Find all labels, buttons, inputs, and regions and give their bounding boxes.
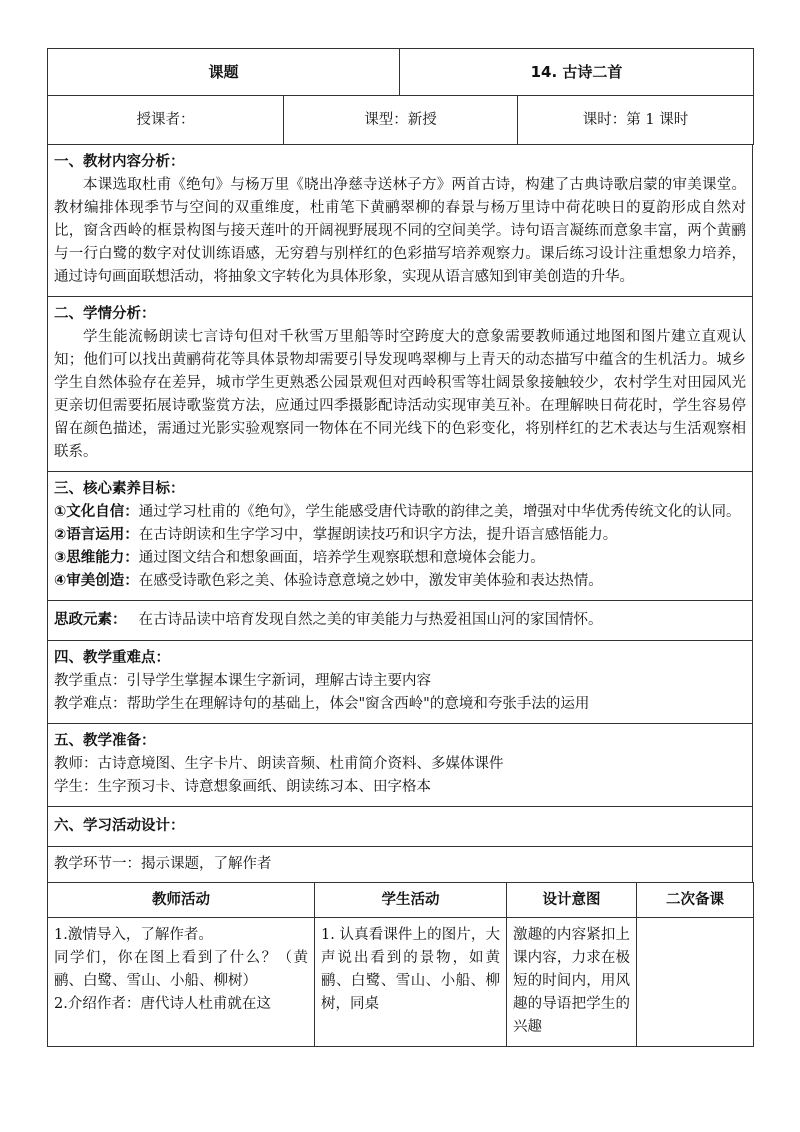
goal-lead: ②语言运用：	[54, 527, 139, 543]
section-title: 一、教材内容分析：	[54, 154, 185, 170]
teacher-activity-cell	[48, 918, 315, 1047]
topic-label: 课题	[48, 49, 400, 96]
design-intent-cell: 激趣的内容紧扣上课内容，力求在极短的时间内，用风趣的导语把学生的兴趣	[507, 918, 637, 1047]
lesson-hours-cell: 课时：第 1 课时	[518, 96, 754, 145]
section-title: 三、核心素养目标：	[54, 481, 185, 497]
goal-text: 在感受诗歌色彩之美、体验诗意意境之妙中，激发审美体验和表达热情。	[138, 573, 603, 589]
goal-lead: ④审美创造：	[54, 573, 139, 589]
learner-analysis-row	[48, 297, 753, 472]
goals-cell	[48, 472, 753, 601]
col-header-teacher: 教师活动	[48, 883, 315, 918]
student-prep-text: 学生：生字预习卡、诗意想象画纸、朗读练习本、田字格本	[54, 779, 431, 795]
lesson-plan-table	[47, 48, 754, 96]
teacher-activity-line: 2.介绍作者：唐代诗人杜甫就在这	[54, 996, 271, 1012]
section-title: 五、教学准备：	[54, 733, 156, 749]
ideology-cell	[48, 601, 753, 641]
lesson-plan	[47, 48, 753, 1047]
preparation-row	[48, 724, 753, 807]
learner-analysis-cell	[48, 297, 753, 472]
goal-text: 在古诗朗读和生字学习中，掌握朗读技巧和识字方法，提升语言感悟能力。	[138, 527, 618, 543]
goal-item	[54, 501, 746, 524]
learner-analysis-text: 学生能流畅朗读七言诗句但对千秋雪万里船等时空跨度大的意象需要教师通过地图和图片建立直观认知；他们可以找出黄鹂荷花等具体景物却需要引导发现鸣翠柳与上青天的动态描写中蕴含的生机活力。城乡学生自然体验存在差异，城市学生更熟悉公园景观但对西岭积雪等壮阔景象接触较少，农村学生对田园风光更亲切但需要拓展诗歌鉴赏方法，应通过四季摄影配诗活动实现审美互补。在理解映日荷花时，学生容易停留在颜色描述，需通过光影实验观察同一物体在不同光线下的色彩变化，将别样红的艺术表达与生活观察相联系。	[54, 329, 746, 460]
col-header-intent: 设计意图	[507, 883, 637, 918]
preparation-cell	[48, 724, 753, 807]
key-points-row	[48, 641, 753, 724]
activity-header-row	[48, 883, 754, 918]
sections-table	[47, 144, 753, 883]
stage-label: 教学环节一：揭示课题，了解作者	[54, 856, 272, 872]
goal-text: 通过图文结合和想象画面，培养学生观察联想和意境体会能力。	[138, 550, 545, 566]
goal-text: 通过学习杜甫的《绝句》，学生能感受唐代诗歌的韵律之美，增强对中华优秀传统文化的认同。	[138, 504, 741, 520]
goal-lead: ①文化自信：	[54, 504, 139, 520]
meta-table	[47, 95, 754, 145]
col-header-second: 二次备课	[637, 883, 754, 918]
content-analysis-text: 本课选取杜甫《绝句》与杨万里《晓出净慈寺送林子方》两首古诗，构建了古典诗歌启蒙的审美课堂。教材编排体现季节与空间的双重维度，杜甫笔下黄鹂翠柳的春景与杨万里诗中荷花映日的夏韵形成自然对比，窗含西岭的框景构图与接天莲叶的开阔视野展现不同的空间美学。诗句语言凝练而意象丰富，两个黄鹂与一行白鹭的数字对仗训练语感，无穷碧与别样红的色彩描写培养观察力。课后练习设计注重想象力培养，通过诗句画面联想活动，将抽象文字转化为具体形象，实现从语言感知到审美创造的升华。	[54, 177, 746, 285]
section-title: 六、学习活动设计：	[54, 818, 185, 834]
meta-row	[48, 96, 754, 145]
content-analysis-row	[48, 145, 753, 297]
activity-body-row	[48, 918, 754, 1047]
teacher-activity-line: 1.激情导入，了解作者。	[54, 927, 213, 943]
title-row	[48, 49, 754, 96]
ideology-lead: 思政元素：	[54, 612, 127, 628]
section-title: 二、学情分析：	[54, 306, 156, 322]
activity-design-row	[48, 807, 753, 847]
lesson-type-cell: 课型：新授	[284, 96, 518, 145]
topic-value: 14. 古诗二首	[400, 49, 754, 96]
activity-table	[47, 882, 754, 1047]
second-prep-cell	[637, 918, 754, 1047]
stage-row	[48, 847, 753, 883]
student-activity-cell: 1. 认真看课件上的图片，大声说出看到的景物，如黄鹂、白鹭、雪山、小船、柳树，同桌	[315, 918, 507, 1047]
difficult-point-text: 教学难点：帮助学生在理解诗句的基础上，体会"窗含西岭"的意境和夸张手法的运用	[54, 696, 590, 712]
key-point-text: 教学重点：引导学生掌握本课生字新词，理解古诗主要内容	[54, 673, 431, 689]
content-analysis-cell	[48, 145, 753, 297]
goal-lead: ③思维能力：	[54, 550, 139, 566]
goal-item	[54, 524, 746, 547]
col-header-student: 学生活动	[315, 883, 507, 918]
activity-design-cell	[48, 807, 753, 847]
section-title: 四、教学重难点：	[54, 650, 170, 666]
goals-row	[48, 472, 753, 601]
key-points-cell	[48, 641, 753, 724]
stage-cell	[48, 847, 753, 883]
teacher-cell: 授课者：	[48, 96, 284, 145]
teacher-activity-line: 同学们，你在图上看到了什么？（黄鹂、白鹭、雪山、小船、柳树）	[54, 950, 308, 989]
goal-item	[54, 547, 746, 570]
ideology-text: 在古诗品读中培育发现自然之美的审美能力与热爱祖国山河的家国情怀。	[138, 612, 603, 628]
ideology-row	[48, 601, 753, 641]
goal-item	[54, 570, 746, 593]
teacher-prep-text: 教师：古诗意境图、生字卡片、朗读音频、杜甫简介资料、多媒体课件	[54, 756, 504, 772]
